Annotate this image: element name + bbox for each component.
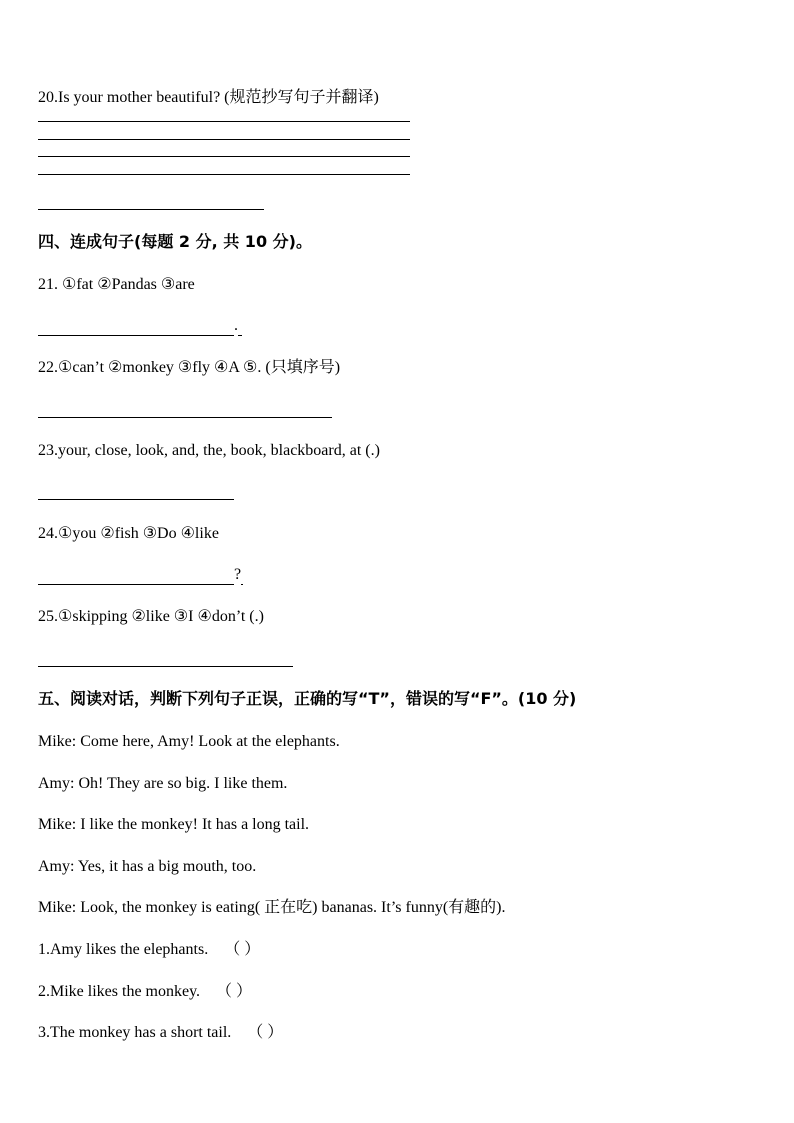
statement-text: 2.Mike likes the monkey. <box>38 983 201 1000</box>
question-20: 20.Is your mother beautiful? (规范抄写句子并翻译) <box>38 89 379 106</box>
statement-text: 3.The monkey has a short tail. <box>38 1024 232 1041</box>
question-23: 23.your, close, look, and, the, book, blackboard, at (.) <box>38 442 380 459</box>
question-25: 25.①skipping ②like ③I ④don’t (.) <box>38 608 264 625</box>
dialogue-line: Amy: Oh! They are so big. I like them. <box>38 775 288 792</box>
sentence-end-question: ? <box>234 566 242 583</box>
answer-blank-22[interactable] <box>38 417 332 418</box>
answer-parentheses[interactable]: （ ） <box>224 941 261 958</box>
question-22: 22.①can’t ②monkey ③fly ④A ⑤. (只填序号) <box>38 359 341 376</box>
dialogue-line: Mike: I like the monkey! It has a long tail. <box>38 816 310 833</box>
translation-line[interactable] <box>38 209 264 210</box>
question-21: 21. ①fat ②Pandas ③are <box>38 276 195 293</box>
answer-parentheses[interactable]: （ ） <box>216 983 253 1000</box>
writing-line[interactable] <box>38 139 410 140</box>
judgement-statement-2 <box>38 982 252 1002</box>
dialogue-line: Mike: Come here, Amy! Look at the elephants. <box>38 733 340 750</box>
judgement-statement-1 <box>38 940 260 960</box>
judgement-statement-3 <box>38 1023 283 1043</box>
dialogue-line: Mike: Look, the monkey is eating( 正在吃) bananas. It’s funny(有趣的). <box>38 899 506 916</box>
dialogue-line: Amy: Yes, it has a big mouth, too. <box>38 858 257 875</box>
answer-blank-24[interactable] <box>38 565 243 585</box>
answer-blank-23[interactable] <box>38 499 234 500</box>
question-24: 24.①you ②fish ③Do ④like <box>38 525 219 542</box>
statement-text: 1.Amy likes the elephants. <box>38 941 209 958</box>
answer-blank-21[interactable] <box>38 316 242 336</box>
writing-line[interactable] <box>38 156 410 157</box>
writing-line[interactable] <box>38 174 410 175</box>
sentence-end-period: . <box>234 317 238 334</box>
section-4-heading: 四、连成句子(每题 2 分, 共 10 分)。 <box>38 232 312 251</box>
section-5-heading: 五、阅读对话，判断下列句子正误，正确的写“T”，错误的写“F”。(10 分) <box>38 689 577 708</box>
answer-parentheses[interactable]: （ ） <box>247 1024 284 1041</box>
answer-blank-25[interactable] <box>38 666 293 667</box>
writing-line[interactable] <box>38 121 410 122</box>
